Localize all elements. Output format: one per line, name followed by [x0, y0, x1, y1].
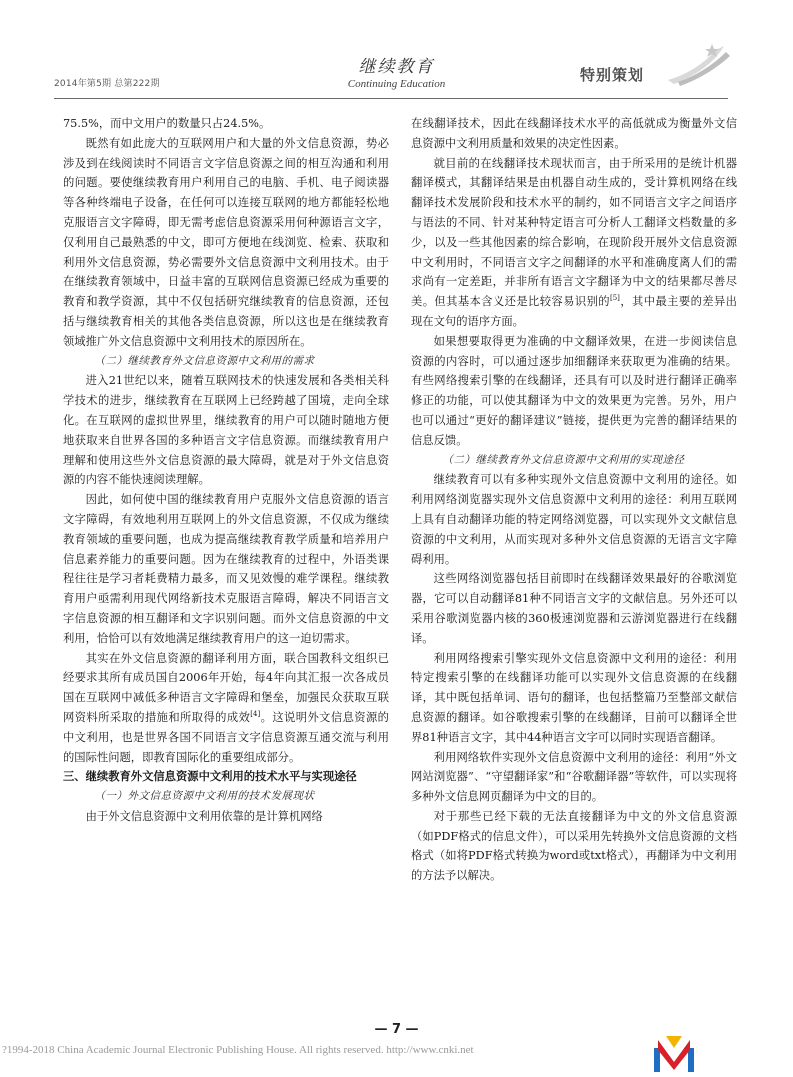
paragraph: 这些网络浏览器包括目前即时在线翻译效果最好的谷歌浏览器，它可以自动翻译81种不同语言文字的文献信息。另外还可以采用谷歌浏览器内核的360极速浏览器和云游浏览器进行在线翻译。: [411, 572, 737, 645]
paragraph: 继续教育可以有多种实现外文信息资源中文利用的途径。如利用网络浏览器实现外文信息资源中文利用的途径：利用互联网上具有自动翻译功能的特定网络浏览器，可以实现外文文献信息资源的中文利用，从而实现对多种外文信息资源的无语言文字障碍利用。: [411, 473, 737, 566]
paragraph: 75.5%，而中文用户的数量只占24.5%。: [63, 117, 271, 130]
paragraph: 因此，如何使中国的继续教育用户克服外文信息资源的语言文字障碍，有效地利用互联网上的外文信息资源，不仅成为继续教育领域的重要问题，也成为提高继续教育教学质量和培养用户信息素养能力的重要问题。因为在继续教育的过程中，外语类课程往往是学习者耗费精力最多，而又见效慢的难学课程。继续教育用户亟需利用现代网络新技术克服语言障碍，解决不同语言文字信息资源的相互翻译和文字识别问题。而外文信息资源的中文利用，恰恰可以有效地满足继续教育用户的这一迫切需求。: [63, 493, 389, 645]
paragraph: 利用网络软件实现外文信息资源中文利用的途径：利用“外文网站浏览器”、“守望翻译家”和“谷歌翻译器”等软件，可以实现将多种外文信息网页翻译为中文的目的。: [411, 750, 737, 804]
column-swoosh-icon: [666, 42, 734, 88]
paragraph: [411, 154, 737, 332]
page-number: — 7 —: [374, 1022, 419, 1037]
section-heading: 三、继续教育外文信息资源中文利用的技术水平与实现途径: [63, 770, 357, 784]
journal-title-en: Continuing Education: [347, 78, 446, 90]
text: 其实在外文信息资源的翻译利用方面，联合国教科文组织已经要求其所有成员国自2006年开始，每4年向其汇报一次各成员国在互联网中减低多种语言文字障碍和堡垒，加强民众获取互联网资料所采取的措施和所取得的成效: [63, 651, 389, 724]
section-heading: （二）继续教育外文信息资源中文利用的需求: [94, 354, 315, 367]
left-column: [63, 114, 389, 827]
text: 。这说明外文信息资源的中文利用，也是世界各国不同语言文字信息资源互通交流与利用的国际性问题，即教育国际化的重要组成部分。: [63, 710, 389, 764]
paragraph: 利用网络搜索引擎实现外文信息资源中文利用的途径：利用特定搜索引擎的在线翻译功能可以实现外文信息资源的在线翻译，其中既包括单词、语句的翻译，也包括整篇乃至整部文献信息资源的翻译。如谷歌搜索引擎的在线翻译，目前可以翻译全世界81种语言文字，其中44种语言文字可以同时实现语音翻译。: [411, 651, 737, 744]
header-rule: [54, 98, 728, 99]
citation: [5]: [610, 294, 620, 303]
paragraph: 对于那些已经下载的无法直接翻译为中文的外文信息资源（如PDF格式的信息文件），可以采用先转换外文信息资源的文档格式（如将PDF格式转换为word或txt格式），再翻译为中文利用的方法予以解决。: [411, 809, 737, 883]
subsection-heading: （一）外文信息资源中文利用的技术发展现状: [94, 790, 315, 803]
cnki-logo-icon: [652, 1034, 698, 1074]
column-label: 特别策划: [580, 66, 645, 84]
paragraph: 如果想要取得更为准确的中文翻译效果，在进一步阅读信息资源的内容时，可以通过逐步加细翻译来获取更为准确的结果。有些网络搜索引擎的在线翻译，还具有可以及时进行翻译正确率修正的功能，可以使其翻译为中文的效果更为完善。另外，用户也可以通过“更好的翻译建议”链接，提供更为完善的翻译结果的信息反馈。: [411, 334, 737, 447]
paragraph: [63, 649, 389, 768]
section-heading: （二）继续教育外文信息资源中文利用的实现途径: [442, 453, 685, 466]
paragraph: 由于外文信息资源中文利用依靠的是计算机网络: [85, 809, 323, 823]
journal-title-cn: 继续教育: [358, 57, 435, 77]
right-column: [411, 114, 737, 886]
text: 就目前的在线翻译技术现状而言，由于所采用的是统计机器翻译模式，其翻译结果是由机器自动生成的，受计算机网络在线翻译技术发展阶段和技术水平的制约，如不同语言文字之间语序与语法的不同、针对某种特定语言可分析人工翻译文档数量的多少，以及一些其他因素的综合影响，在现阶段开展外文信息资源中文利用时，不同语言文字之间翻译的水平和准确度离人们的需求尚有一定差距，并非所有语言文字翻译为中文的结果都尽善尽美。但其基本含义还是比较容易识别的: [411, 156, 737, 309]
paragraph: 进入21世纪以来，随着互联网技术的快速发展和各类相关科学技术的进步，继续教育在互联网上已经跨越了国境，走向全球化。在互联网的虚拟世界里，继续教育的用户可以随时随地方便地获取来自世界各国的多种语言文字信息资源。而继续教育用户理解和使用这些外文信息资源的最大障碍，就是对于外文信息资源的内容不能快速阅读理解。: [63, 374, 389, 487]
copyright-footer: ?1994-2018 China Academic Journal Electronic Publishing House. All rights reserved. http://www.cnki.net: [2, 1044, 474, 1056]
citation: [4]: [250, 710, 261, 719]
issue-info: 2014年第5期 总第222期: [54, 79, 160, 89]
paragraph: 在线翻译技术，因此在线翻译技术水平的高低就成为衡量外文信息资源中文利用质量和效果的决定性因素。: [411, 117, 737, 150]
text: ，其中最主要的差异出现在文句的语序方面。: [411, 295, 737, 328]
paragraph: 既然有如此庞大的互联网用户和大量的外文信息资源，势必涉及到在线阅读时不同语言文字信息资源之间的相互沟通和利用的问题。要使继续教育用户利用自己的电脑、手机、电子阅读器等各种终端电子设备，在任何可以连接互联网的地方都能轻松地克服语言文字障碍，即无需考虑信息资源采用何种源语言文字，仅利用自己最熟悉的中文，即可方便地在线浏览、检索、获取和利用外文信息资源，势必需要外文信息资源中文利用技术。由于在继续教育领域中，日益丰富的互联网信息资源已经成为重要的教育和教学资源，其中不仅包括研究继续教育的信息资源，还包括与继续教育相关的其他各类信息资源，所以这也是在继续教育领域推广外文信息资源中文利用技术的原因所在。: [63, 136, 389, 348]
